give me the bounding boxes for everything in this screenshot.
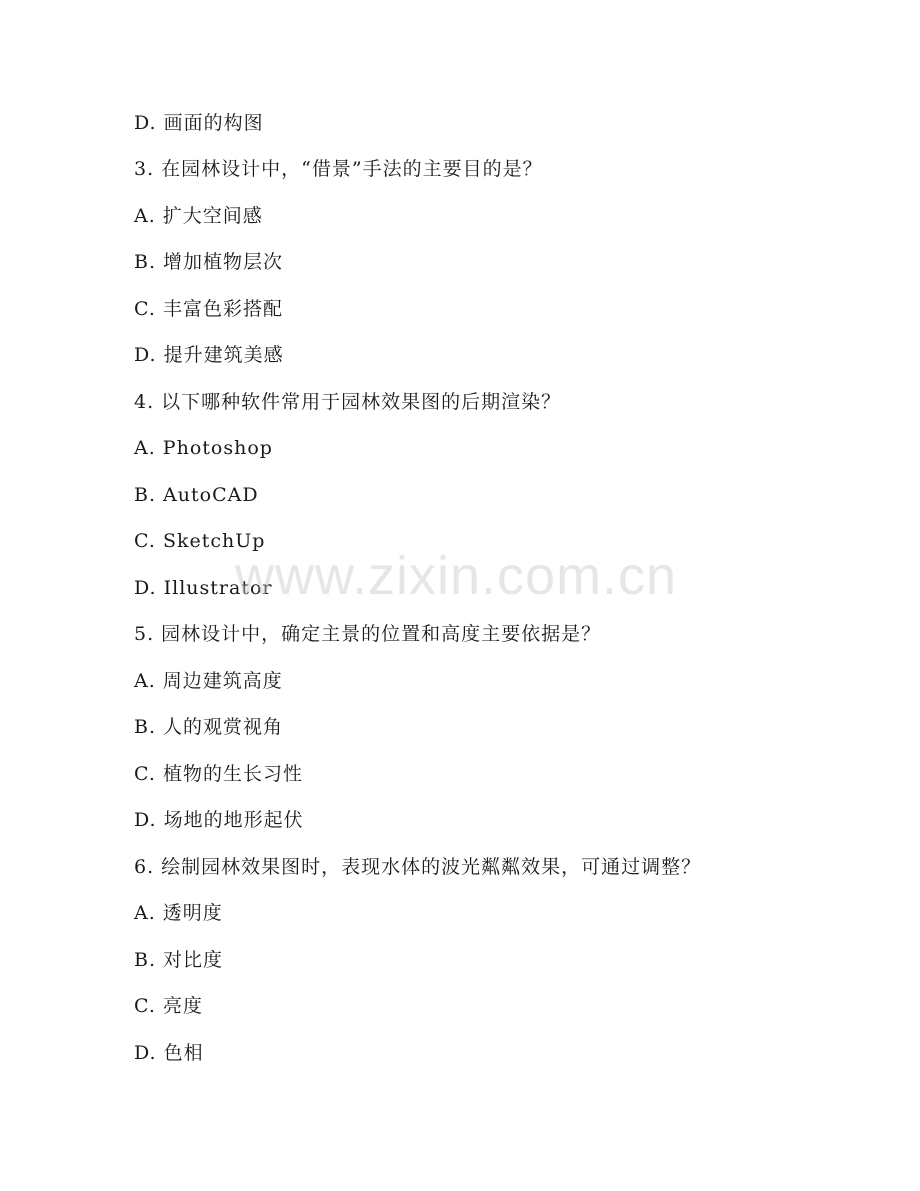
option-a-q4: A. Photoshop	[134, 437, 273, 459]
question-6: 6. 绘制园林效果图时，表现水体的波光粼粼效果，可通过调整？	[134, 856, 702, 878]
option-b-q5: B. 人的观赏视角	[134, 716, 284, 738]
option-d-q4: D. Illustrator	[134, 577, 273, 599]
option-d-q2: D. 画面的构图	[134, 112, 264, 134]
question-4: 4. 以下哪种软件常用于园林效果图的后期渲染？	[134, 391, 562, 413]
option-d-q3: D. 提升建筑美感	[134, 344, 284, 366]
option-d-q5: D. 场地的地形起伏	[134, 809, 304, 831]
option-c-q6: C. 亮度	[134, 995, 203, 1017]
option-c-q5: C. 植物的生长习性	[134, 763, 303, 785]
option-c-q4: C. SketchUp	[134, 530, 266, 552]
option-c-q3: C. 丰富色彩搭配	[134, 298, 283, 320]
option-b-q6: B. 对比度	[134, 949, 224, 971]
option-b-q3: B. 增加植物层次	[134, 251, 284, 273]
question-3: 3. 在园林设计中，“借景”手法的主要目的是？	[134, 158, 543, 180]
option-a-q3: A. 扩大空间感	[134, 205, 263, 227]
option-b-q4: B. AutoCAD	[134, 484, 259, 506]
question-5: 5. 园林设计中，确定主景的位置和高度主要依据是？	[134, 623, 602, 645]
option-d-q6: D. 色相	[134, 1042, 204, 1064]
option-a-q5: A. 周边建筑高度	[134, 670, 283, 692]
watermark: www.zixin.com.cn	[235, 546, 678, 606]
option-a-q6: A. 透明度	[134, 902, 223, 924]
